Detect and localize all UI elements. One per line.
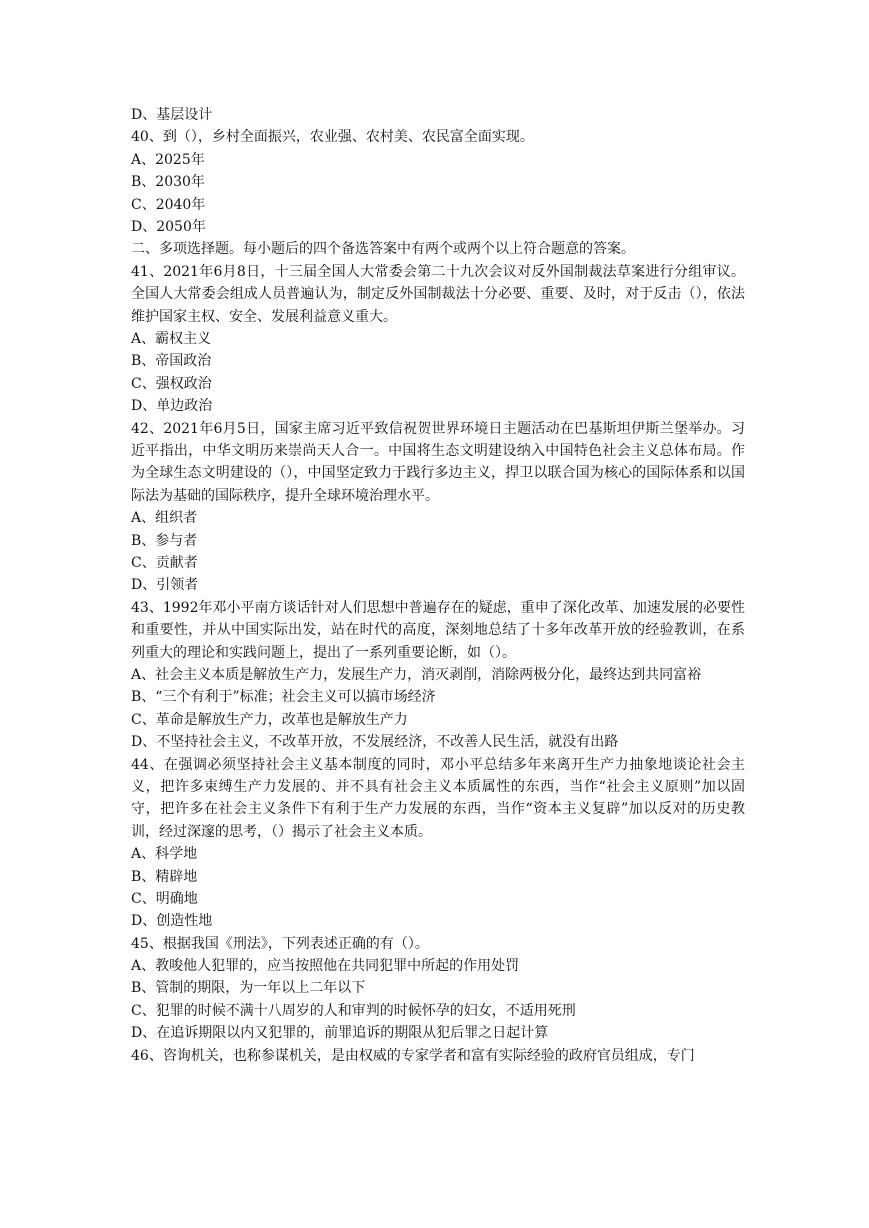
option-c-q42: C、贡献者: [131, 554, 198, 571]
question-46: 46、咨询机关，也称参谋机关，是由权威的专家学者和富有实际经验的政府官员组成，专门: [131, 1047, 695, 1064]
option-a-q41: A、霸权主义: [131, 330, 212, 347]
option-c-q43: C、革命是解放生产力，改革也是解放生产力: [131, 711, 408, 728]
option-d-q41: D、单边政治: [131, 398, 213, 415]
question-42: 42、2021年6月5日，国家主席习近平致信祝贺世界环境日主题活动在巴基斯坦伊斯兰堡举办。习近平指出，中华文明历来崇尚天人合一。中国将生态文明建设纳入中国特色社会主义总体布局。作为全球生态文明建设的（），中国坚定致力于践行多边主义，捍卫以联合国为核心的国际体系和以国际法为基础的国际秩序，提升全球环境治理水平。: [131, 420, 745, 504]
option-a-q40: A、2025年: [131, 151, 205, 168]
document-page: [131, 104, 745, 1067]
option-b-q44: B、精辟地: [131, 868, 198, 885]
option-b-q45: B、管制的期限，为一年以上二年以下: [131, 980, 366, 997]
question-43: 43、1992年邓小平南方谈话针对人们思想中普遍存在的疑虑，重申了深化改革、加速发展的必要性和重要性，并从中国实际出发，站在时代的高度，深刻地总结了十多年改革开放的经验教训，在系列重大的理论和实践问题上，提出了一系列重要论断，如（）。: [131, 599, 745, 661]
option-d-q45: D、在追诉期限以内又犯罪的，前罪追诉的期限从犯后罪之日起计算: [131, 1025, 549, 1042]
option-c-q40: C、2040年: [131, 196, 206, 213]
option-d-q39: D、基层设计: [131, 107, 213, 123]
option-d-q44: D、创造性地: [131, 913, 213, 930]
option-b-q42: B、参与者: [131, 532, 198, 549]
option-b-q40: B、2030年: [131, 174, 205, 191]
option-c-q41: C、强权政治: [131, 375, 212, 392]
option-b-q41: B、帝国政治: [131, 353, 212, 370]
section-heading-multiple-choice: 二、多项选择题。每小题后的四个备选答案中有两个或两个以上符合题意的答案。: [131, 241, 635, 258]
option-b-q43: B、“三个有利于”标准；社会主义可以搞市场经济: [131, 689, 436, 706]
option-a-q45: A、教唆他人犯罪的，应当按照他在共同犯罪中所起的作用处罚: [131, 958, 520, 975]
option-d-q43: D、不坚持社会主义，不改革开放，不发展经济，不改善人民生活，就没有出路: [131, 734, 619, 751]
option-a-q44: A、科学地: [131, 846, 198, 863]
option-a-q42: A、组织者: [131, 510, 198, 527]
question-40: 40、到（），乡村全面振兴，农业强、农村美、农民富全面实现。: [131, 129, 534, 146]
option-a-q43: A、社会主义本质是解放生产力，发展生产力，消灭剥削，消除两极分化，最终达到共同富裕: [131, 666, 702, 683]
option-c-q45: C、犯罪的时候不满十八周岁的人和审判的时候怀孕的妇女，不适用死刑: [131, 1002, 576, 1019]
question-45: 45、根据我国《刑法》，下列表述正确的有（）。: [131, 935, 429, 952]
option-c-q44: C、明确地: [131, 890, 198, 907]
option-d-q40: D、2050年: [131, 218, 206, 235]
option-d-q42: D、引领者: [131, 577, 199, 594]
question-41: 41、2021年6月8日，十三届全国人大常委会第二十九次会议对反外国制裁法草案进行分组审议。全国人大常委会组成人员普遍认为，制定反外国制裁法十分必要、重要、及时，对于反击（），依法维护国家主权、安全、发展利益意义重大。: [131, 263, 745, 325]
question-44: 44、在强调必须坚持社会主义基本制度的同时，邓小平总结多年来离开生产力抽象地谈论社会主义，把许多束缚生产力发展的、并不具有社会主义本质属性的东西，当作“社会主义原则”加以固守，把许多在社会主义条件下有利于生产力发展的东西，当作“资本主义复辟”加以反对的历史教训，经过深邃的思考，（）揭示了社会主义本质。: [131, 756, 745, 840]
